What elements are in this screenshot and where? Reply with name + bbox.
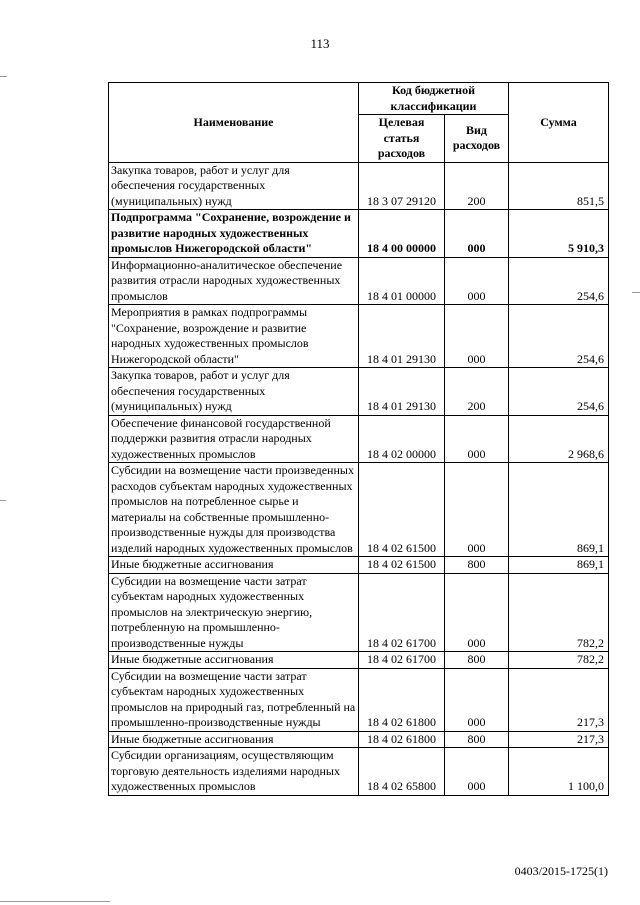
row-code: 18 4 01 00000 xyxy=(359,257,445,305)
table-row xyxy=(109,652,609,669)
document-number: 0403/2015-1725(1) xyxy=(514,864,608,878)
row-name: Мероприятия в рамках подпрограммы "Сохранение, возрождение и развитие народных художественных промыслов Нижегородской области" xyxy=(109,305,359,368)
row-name: Иные бюджетные ассигнования xyxy=(109,652,359,669)
row-name: Обеспечение финансовой государственной поддержки развития отрасли народных художественных промыслов xyxy=(109,415,359,463)
row-code: 18 4 02 61700 xyxy=(359,573,445,652)
row-sum: 254,6 xyxy=(509,305,609,368)
row-name: Иные бюджетные ассигнования xyxy=(109,731,359,748)
row-sum: 254,6 xyxy=(509,257,609,305)
row-code: 18 4 02 00000 xyxy=(359,415,445,463)
row-type: 000 xyxy=(445,748,509,796)
row-sum: 782,2 xyxy=(509,573,609,652)
row-name: Закупка товаров, работ и услуг для обеспечения государственных (муниципальных) нужд xyxy=(109,162,359,210)
table-row xyxy=(109,463,609,557)
row-sum: 2 968,6 xyxy=(509,415,609,463)
table-row xyxy=(109,731,609,748)
row-type: 000 xyxy=(445,573,509,652)
table-row xyxy=(109,668,609,731)
row-sum: 851,5 xyxy=(509,162,609,210)
row-sum: 1 100,0 xyxy=(509,748,609,796)
row-name: Закупка товаров, работ и услуг для обеспечения государственных (муниципальных) нужд xyxy=(109,368,359,416)
header-name: Наименование xyxy=(109,83,359,163)
row-sum: 217,3 xyxy=(509,668,609,731)
page-number: 113 xyxy=(310,36,330,51)
row-name: Субсидии на возмещение части затрат субъектам народных художественных промыслов на электрическую энергию, потребленную на промышленно-производственные нужды xyxy=(109,573,359,652)
row-sum: 869,1 xyxy=(509,557,609,574)
row-name: Иные бюджетные ассигнования xyxy=(109,557,359,574)
row-sum: 254,6 xyxy=(509,368,609,416)
table-body xyxy=(109,162,609,795)
table-row xyxy=(109,257,609,305)
table-row xyxy=(109,162,609,210)
row-name: Субсидии организациям, осуществляющим торговую деятельность изделиями народных художественных промыслов xyxy=(109,748,359,796)
row-sum: 869,1 xyxy=(509,463,609,557)
row-name: Субсидии на возмещение части произведенных расходов субъектам народных художественных промыслов на потребленное сырье и материалы на собственные промышленно-производственные нужды для производства изделий народных художественных промыслов xyxy=(109,463,359,557)
row-code: 18 4 02 61700 xyxy=(359,652,445,669)
row-code: 18 4 02 61500 xyxy=(359,557,445,574)
scan-edge-mark xyxy=(0,901,110,902)
table-row xyxy=(109,210,609,258)
table-row xyxy=(109,368,609,416)
table-row xyxy=(109,573,609,652)
table-row xyxy=(109,305,609,368)
header-sum: Сумма xyxy=(509,83,609,163)
header-code-group: Код бюджетной классификации xyxy=(359,83,509,115)
row-type: 200 xyxy=(445,368,509,416)
row-sum: 217,3 xyxy=(509,731,609,748)
row-sum: 5 910,3 xyxy=(509,210,609,258)
table-row xyxy=(109,557,609,574)
row-type: 000 xyxy=(445,463,509,557)
row-type: 000 xyxy=(445,257,509,305)
row-type: 200 xyxy=(445,162,509,210)
row-type: 800 xyxy=(445,557,509,574)
table-row xyxy=(109,415,609,463)
row-type: 000 xyxy=(445,668,509,731)
row-code: 18 4 00 00000 xyxy=(359,210,445,258)
scan-edge-mark xyxy=(632,292,640,293)
row-code: 18 4 02 61500 xyxy=(359,463,445,557)
row-code: 18 4 02 61800 xyxy=(359,731,445,748)
row-code: 18 4 02 61800 xyxy=(359,668,445,731)
row-code: 18 4 01 29130 xyxy=(359,368,445,416)
row-type: 000 xyxy=(445,305,509,368)
header-type: Вид расходов xyxy=(445,115,509,163)
row-name: Подпрограмма "Сохранение, возрождение и развитие народных художественных промыслов Нижегородской области" xyxy=(109,210,359,258)
row-name: Информационно-аналитическое обеспечение развития отрасли народных художественных промыслов xyxy=(109,257,359,305)
header-row xyxy=(109,83,609,115)
row-type: 000 xyxy=(445,210,509,258)
header-code: Целевая статья расходов xyxy=(359,115,445,163)
row-type: 000 xyxy=(445,415,509,463)
row-sum: 782,2 xyxy=(509,652,609,669)
row-code: 18 4 02 65800 xyxy=(359,748,445,796)
row-type: 800 xyxy=(445,652,509,669)
budget-table xyxy=(108,82,609,796)
table-row xyxy=(109,748,609,796)
scan-edge-mark xyxy=(0,76,7,77)
row-name: Субсидии на возмещение части затрат субъектам народных художественных промыслов на природный газ, потребленный на промышленно-производственные нужды xyxy=(109,668,359,731)
row-code: 18 4 01 29130 xyxy=(359,305,445,368)
row-code: 18 3 07 29120 xyxy=(359,162,445,210)
scan-edge-mark xyxy=(0,500,6,501)
row-type: 800 xyxy=(445,731,509,748)
